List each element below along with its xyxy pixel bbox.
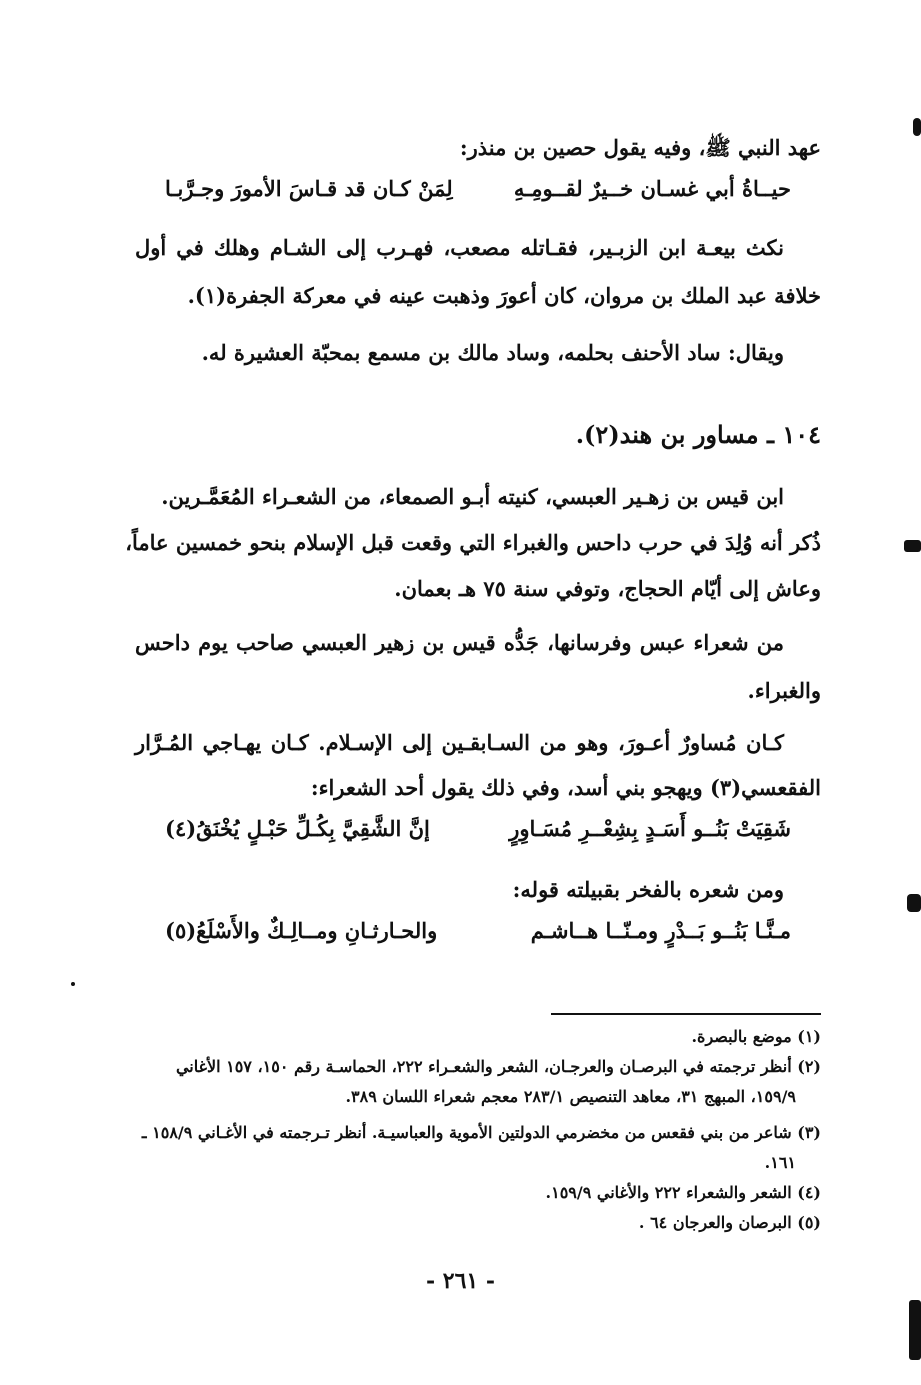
text-line: ابن قيس بن زهـير العبسي، كنيته أبـو الصمعاء، من الشعـراء المُعَمَّـرين. [161, 484, 784, 509]
text-line: من شعراء عبس وفرسانها، جَدُّه قيس بن زهير العبسي صاحب يوم داحس [135, 630, 784, 655]
footnote: (٣) شاعر من بني فقعس من مخضرمي الدولتين الأموية والعباسيـة. أنظر تـرجمته في الأغـاني ١٥٨/٩ ـ [141, 1123, 821, 1142]
footnote-divider [551, 1013, 821, 1015]
text-line: نكث بيعـة ابن الزبـير، فقـاتله مصعب، فهـرب إلى الشـام وهلك في أول [135, 235, 784, 260]
verse-hemistich-first: مـنَّـا بَنُــو بَــدْرٍ ومـنّــا هــاشـم [530, 918, 791, 943]
scan-mark-mid-left [904, 540, 921, 552]
verse-hemistich-second: لِمَنْ كـان قد قـاسَ الأمورَ وجـرَّبـا [165, 176, 453, 201]
footnote-continuation: ١٥٩/٩، المبهج ٣١، معاهد التنصيص ٢٨٣/١ معجم شعراء اللسان ٣٨٩. [345, 1087, 796, 1106]
footnote-continuation: ١٦١. [764, 1153, 796, 1172]
text-line: خلافة عبد الملك بن مروان، كان أعورَ وذهبت عينه في معركة الجفرة(١). [187, 283, 821, 308]
scan-mark-bottom-right [909, 1300, 921, 1360]
verse-hemistich-second: إنَّ الشَّقِيَّ بِكُـلِّ حَبْـلٍ يُخْنَقُ(٤) [165, 816, 430, 841]
text-line: كـان مُساورٌ أعـورَ، وهو من السـابقـين إلى الإسـلام. كـان يهـاجي المُـرَّار [135, 730, 784, 755]
footnote: (٢) أنظر ترجمته في البرصـان والعرجـان، الشعر والشعـراء ٢٢٢، الحماسـة رقم ١٥٠، ١٥٧ الأغاني [175, 1057, 821, 1076]
text-line: الفقعسي(٣) ويهجو بني أسد، وفي ذلك يقول أحد الشعراء: [310, 775, 821, 800]
entry-heading: ١٠٤ ـ مساور بن هند(٢). [575, 420, 821, 449]
text-line: ذُكر أنه وُلِدَ في حرب داحس والغبراء التي وقعت قبل الإسلام بنحو خمسين عاماً، [125, 530, 821, 555]
verse-hemistich-first: حيــاةُ أبي غسـان خــيرٌ لقــومِـهِ [513, 176, 791, 201]
text-line: والغبراء. [747, 678, 821, 703]
verse-row [135, 172, 821, 206]
verse-hemistich-second: والحـارثـانِ ومــالِـكٌ والأَسْلَعُ(٥) [165, 918, 438, 943]
text-line: ومن شعره بالفخر بقبيلته قوله: [512, 877, 784, 902]
text-line: ويقال: ساد الأحنف بحلمه، وساد مالك بن مسمع بمحبّة العشيرة له. [201, 340, 784, 365]
footnote: (٥) البرصان والعرجان ٦٤ . [638, 1213, 821, 1232]
verse-row [135, 812, 821, 846]
footnote: (١) موضع بالبصرة. [691, 1027, 821, 1046]
text-line: عهد النبي ﷺ، وفيه يقول حصين بن منذر: [459, 135, 821, 160]
scan-mark-top-right [913, 118, 921, 136]
page-number: - ٢٦١ - [425, 1268, 496, 1294]
footnote: (٤) الشعر والشعراء ٢٢٢ والأغاني ١٥٩/٩. [545, 1183, 821, 1202]
text-line: وعاش إلى أيّام الحجاج، وتوفي سنة ٧٥ هـ بعمان. [394, 576, 821, 601]
scan-mark-lower-right [907, 894, 921, 912]
verse-row [135, 914, 821, 948]
scan-speck [71, 982, 75, 986]
verse-hemistich-first: شَقِيَتْ بَنُــو أَسَـدٍ بِشِعْــرِ مُسَـاوِرٍ [509, 816, 791, 841]
